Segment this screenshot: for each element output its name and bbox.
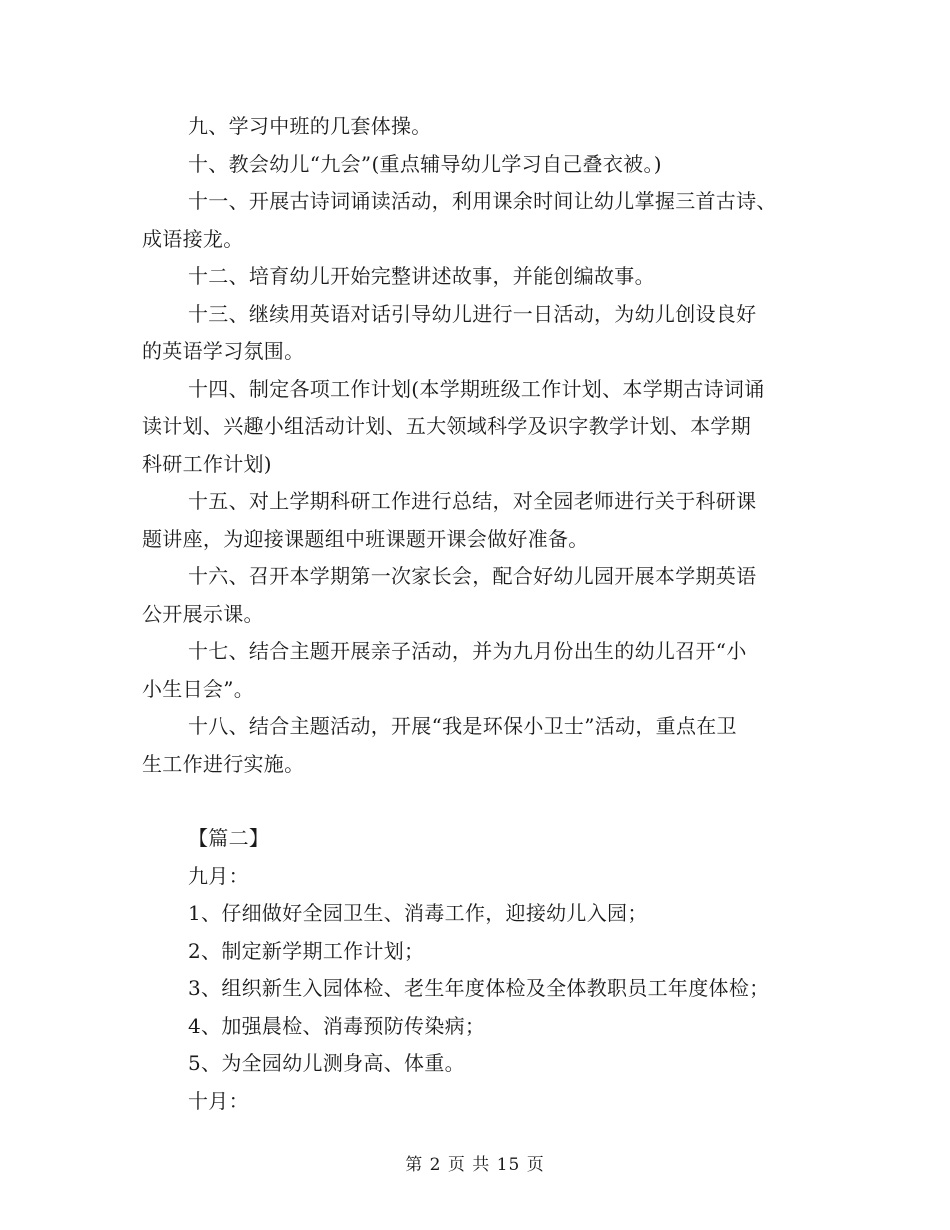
month-september: 九月：: [188, 863, 249, 888]
list-item: 3、组织新生入园体检、老生年度体检及全体教职员工年度体检；: [188, 976, 770, 1000]
paragraph-10: 十、教会幼儿“九会”(重点辅导幼儿学习自己叠衣被。): [188, 151, 662, 176]
paragraph-18-line-2: 生工作进行实施。: [142, 751, 305, 776]
month-october: 十月：: [188, 1088, 249, 1113]
paragraph-11-line-2: 成语接龙。: [142, 226, 244, 251]
paragraph-16-line-1: 十六、召开本学期第一次家长会，配合好幼儿园开展本学期英语: [188, 564, 757, 588]
paragraph-14-line-2: 读计划、兴趣小组活动计划、五大领域科学及识字教学计划、本学期: [142, 414, 751, 438]
page-number-footer: 第 2 页 共 15 页: [405, 1155, 545, 1175]
document-body: [142, 108, 814, 1120]
paragraph-12: 十二、培育幼儿开始完整讲述故事，并能创编故事。: [188, 264, 655, 288]
paragraph-15-line-2: 题讲座，为迎接课题组中班课题开课会做好准备。: [142, 526, 589, 551]
list-item: 5、为全园幼儿测身高、体重。: [188, 1051, 465, 1075]
paragraph-18-line-1: 十八、结合主题活动，开展“我是环保小卫士”活动，重点在卫: [188, 714, 737, 738]
paragraph-9: 九、学习中班的几套体操。: [188, 114, 432, 138]
section-gap: [142, 783, 814, 820]
paragraph-16-line-2: 公开展示课。: [142, 601, 264, 626]
paragraph-11-line-1: 十一、开展古诗词诵读活动，利用课余时间让幼儿掌握三首古诗、: [188, 189, 777, 213]
section-heading: 【篇二】: [188, 826, 270, 850]
list-item: 2、制定新学期工作计划；: [188, 938, 425, 963]
list-item: 4、加强晨检、消毒预防传染病；: [188, 1013, 486, 1038]
list-item: 1、仔细做好全园卫生、消毒工作，迎接幼儿入园；: [188, 901, 648, 925]
paragraph-13-line-1: 十三、继续用英语对话引导幼儿进行一日活动，为幼儿创设良好: [188, 301, 757, 326]
paragraph-17-line-1: 十七、结合主题开展亲子活动，并为九月份出生的幼儿召开“小: [188, 639, 747, 663]
paragraph-14-line-1: 十四、制定各项工作计划(本学期班级工作计划、本学期古诗词诵: [188, 376, 765, 401]
paragraph-13-line-2: 的英语学习氛围。: [142, 339, 305, 363]
paragraph-14-line-3: 科研工作计划): [142, 451, 272, 476]
paragraph-17-line-2: 小生日会”。: [142, 676, 255, 701]
paragraph-15-line-1: 十五、对上学期科研工作进行总结，对全园老师进行关于科研课: [188, 489, 757, 513]
